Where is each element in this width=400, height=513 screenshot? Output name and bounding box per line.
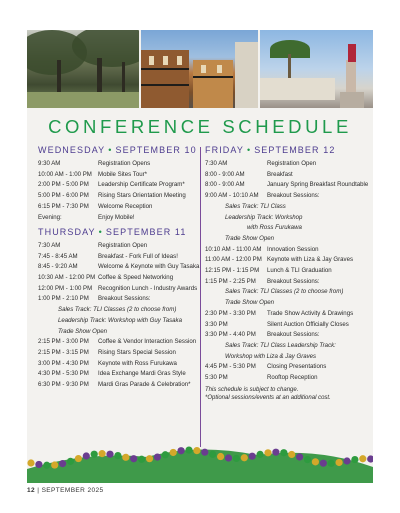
issue-date: SEPTEMBER 2025 (41, 487, 104, 494)
bead (99, 450, 106, 457)
mardi-gras-beads (27, 443, 373, 483)
bead (249, 453, 256, 460)
schedule-row: 3:30 PM - 4:40 PM Breakout Sessions: (205, 331, 320, 339)
bead (272, 449, 279, 456)
track-line: Sales Track: TLI Class Leadership Track: (225, 341, 336, 349)
bead (257, 451, 264, 458)
schedule-row: 2:00 PM - 5:00 PM Leadership Certificate Program* (38, 181, 185, 189)
optional-note: *Optional sessions/events at an additional cost. (205, 395, 331, 402)
bead (59, 460, 66, 467)
schedule-note: This schedule is subject to change. (205, 387, 299, 394)
schedule-row: 9:00 AM - 10:10 AM Breakout Sessions: (205, 192, 320, 200)
bead (185, 446, 192, 453)
schedule-row: 9:30 AM Registration Opens (38, 160, 151, 167)
bead (138, 456, 145, 463)
schedule-row: 1:00 PM - 2:10 PM Breakout Sessions: (38, 295, 151, 303)
schedule-row: 1:15 PM - 2:25 PM Breakout Sessions: (205, 277, 320, 285)
bead (233, 455, 240, 462)
bead (170, 449, 177, 456)
beads-ground (27, 449, 373, 483)
schedule-row: 3:30 PM Silent Auction Officially Closes (205, 320, 349, 328)
schedule-row: 8:00 - 9:00 AM January Spring Breakfast Roundtable (205, 181, 369, 189)
schedule-row: 4:45 PM - 5:30 PM Closing Presentations (205, 363, 327, 371)
track-line: Trade Show Open (225, 299, 275, 307)
schedule-row: 12:00 PM - 1:00 PM Recognition Lunch - Industry Awards (38, 284, 198, 292)
track-line: Trade Show Open (58, 327, 108, 335)
bead (201, 449, 208, 456)
schedule-row: 5:00 PM - 6:00 PM Rising Stars Orientation Meeting (38, 192, 186, 200)
schedule-row: 6:15 PM - 7:30 PM Welcome Reception (38, 202, 153, 210)
bead (264, 449, 271, 456)
schedule-row: 2:30 PM - 3:30 PM Trade Show Activity & Drawings (205, 309, 354, 317)
bead (130, 455, 137, 462)
column-divider (200, 147, 201, 447)
bead (75, 455, 82, 462)
bead (43, 462, 50, 469)
schedule-row: 11:00 AM - 12:00 PM Keynote with Liza & Jay Graves (205, 256, 354, 264)
track-line: Sales Track: TLI Class (225, 202, 286, 210)
bead (328, 460, 335, 467)
page-footer (27, 487, 104, 494)
schedule-row: 8:00 - 9:00 AM Breakfast (205, 170, 293, 178)
schedule-row: 6:30 PM - 9:30 PM Mardi Gras Parade & Celebration* (38, 381, 191, 389)
bead (51, 461, 58, 468)
bead (35, 461, 42, 468)
schedule-row: 10:10 AM - 11:00 AM Innovation Session (205, 245, 319, 253)
page-title: CONFERENCE SCHEDULE (48, 116, 352, 137)
bead (114, 452, 121, 459)
bead (280, 449, 287, 456)
track-line: Sales Track: TLI Classes (2 to choose from) (58, 306, 177, 314)
bead (27, 459, 34, 466)
track-line: with Ross Furukawa (247, 224, 302, 232)
bead (193, 447, 200, 454)
schedule-row: 2:15 PM - 3:00 PM Coffee & Vendor Interaction Session (38, 338, 197, 346)
bead (154, 453, 161, 460)
schedule-row: 3:00 PM - 4:30 PM Keynote with Ross Furukawa (38, 359, 177, 367)
track-line: Trade Show Open (225, 234, 275, 242)
left-column (38, 145, 200, 392)
right-column (205, 145, 369, 403)
schedule-row: 12:15 PM - 1:15 PM Lunch & TLI Graduation (205, 267, 332, 275)
schedule-row: 10:30 AM - 12:00 PM Coffee & Speed Networking (38, 274, 174, 282)
bead (351, 456, 358, 463)
track-line: Leadership Track: Workshop (225, 213, 303, 221)
bead (304, 456, 311, 463)
bead (209, 451, 216, 458)
day-heading-friday: FRIDAY • SEPTEMBER 12 (205, 145, 336, 155)
bead (336, 459, 343, 466)
bead (359, 455, 366, 462)
schedule-row: Evening: Enjoy Mobile! (38, 213, 135, 221)
day-heading-thursday: THURSDAY • SEPTEMBER 11 (38, 226, 187, 237)
schedule-page (27, 30, 373, 483)
schedule-row: 7:30 AM Registration Open (38, 241, 148, 249)
bead (288, 451, 295, 458)
bead (122, 454, 129, 461)
track-line: Leadership Track: Workshop with Guy Tasaka (58, 316, 182, 324)
schedule-row: 4:30 PM - 5:30 PM Idea Exchange Mardi Gras Style (38, 370, 186, 378)
bead (178, 447, 185, 454)
page-number: 12 (27, 487, 36, 494)
bead (91, 451, 98, 458)
bead (225, 454, 232, 461)
bead (296, 453, 303, 460)
footer-separator: | (37, 487, 40, 494)
header-photos (27, 30, 373, 108)
beads-graphic (27, 443, 373, 483)
bead (320, 460, 327, 467)
track-line: Workshop with Liza & Jay Graves (225, 352, 317, 360)
schedule-row: 5:30 PM Rooftop Reception (205, 374, 318, 382)
bead (106, 451, 113, 458)
bead (343, 457, 350, 464)
bead (312, 458, 319, 465)
oak-trees-photo (27, 30, 139, 108)
bead (367, 455, 373, 462)
bead (217, 453, 224, 460)
schedule-row: 10:00 AM - 1:00 PM Mobile Sites Tour* (38, 170, 147, 178)
schedule-row: 8:45 - 9:20 AM Welcome & Keynote with Guy Tasaka (38, 263, 200, 271)
bead (241, 454, 248, 461)
street-buildings-photo (141, 30, 258, 108)
schedule-row: 2:15 PM - 3:15 PM Rising Stars Special Session (38, 348, 176, 356)
palm-statue-photo (260, 30, 373, 108)
schedule-row: 7:45 - 8:45 AM Breakfast - Fork Full of Ideas! (38, 252, 178, 260)
schedule-row: 7:30 AM Registration Open (205, 160, 317, 167)
bead (162, 451, 169, 458)
day-heading-wednesday: WEDNESDAY • SEPTEMBER 10 (38, 145, 197, 155)
track-line: Sales Track: TLI Classes (2 to choose from) (225, 288, 344, 296)
bead (83, 452, 90, 459)
bead (146, 455, 153, 462)
bead (67, 458, 74, 465)
